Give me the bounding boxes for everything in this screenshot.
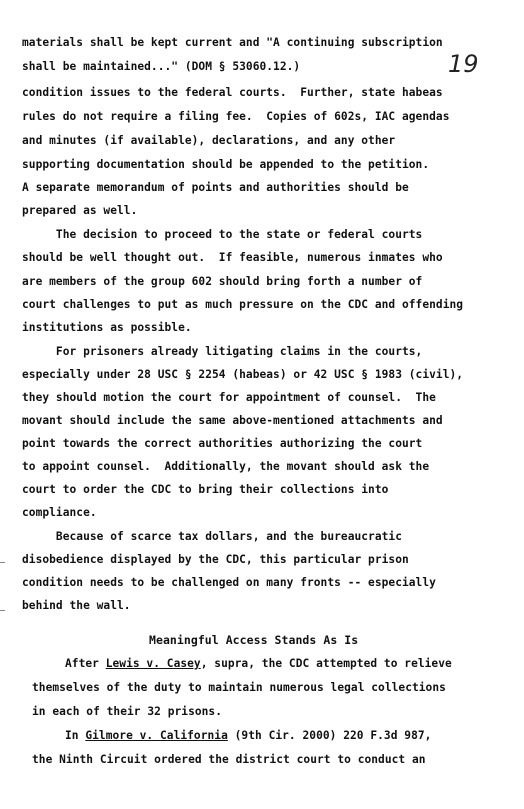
text-line: themselves of the duty to maintain numerous legal collections [32,681,446,694]
text-line: supporting documentation should be appended to the petition. [22,158,430,171]
text-line: The decision to proceed to the state or federal courts [22,228,423,241]
text-line: compliance. [22,506,97,519]
text-line: disobedience displayed by the CDC, this particular prison [22,553,409,566]
text-line: prepared as well. [22,204,138,217]
text-line: the Ninth Circuit ordered the district court to conduct an [32,753,426,766]
text-fragment: , supra, the CDC attempted to relieve [200,657,452,670]
text-line: to appoint counsel. Additionally, the movant should ask the [22,460,430,473]
text-line: institutions as possible. [22,321,192,334]
text-line: court challenges to put as much pressure on the CDC and offending [22,298,464,311]
text-line [65,729,431,742]
case-citation: Gilmore v. California [85,729,228,742]
text-line: in each of their 32 prisons. [32,705,222,718]
text-line: shall be maintained..." (DOM § 53060.12.) [22,60,301,73]
text-line: and minutes (if available), declarations, and any other [22,134,396,147]
section-heading: Meaningful Access Stands As Is [149,633,359,647]
text-line: should be well thought out. If feasible, numerous inmates who [22,251,443,264]
text-line: condition issues to the federal courts. Further, state habeas [22,86,443,99]
text-line: especially under 28 USC § 2254 (habeas) or 42 USC § 1983 (civil), [22,368,464,381]
text-fragment: In [65,729,86,742]
text-line: For prisoners already litigating claims in the courts, [22,345,423,358]
text-line: movant should include the same above-mentioned attachments and [22,414,443,427]
text-line: rules do not require a filing fee. Copies of 602s, IAC agendas [22,110,450,123]
page-number: 19 [448,50,479,78]
text-fragment: (9th Cir. 2000) 220 F.3d 987, [227,729,432,742]
text-line: condition needs to be challenged on many fronts -- especially [22,576,436,589]
case-citation: Lewis v. Casey [105,657,201,670]
text-line: A separate memorandum of points and authorities should be [22,181,409,194]
text-line: court to order the CDC to bring their collections into [22,483,389,496]
text-line: Because of scarce tax dollars, and the bureaucratic [22,530,402,543]
text-line: they should motion the court for appointment of counsel. The [22,391,436,404]
margin-mark [0,610,5,611]
margin-mark [0,562,5,563]
text-line: point towards the correct authorities authorizing the court [22,437,423,450]
text-line [65,657,452,670]
text-line: behind the wall. [22,599,131,612]
text-line: materials shall be kept current and "A continuing subscription [22,36,443,49]
text-line: are members of the group 602 should bring forth a number of [22,275,423,288]
text-fragment: After [65,657,106,670]
